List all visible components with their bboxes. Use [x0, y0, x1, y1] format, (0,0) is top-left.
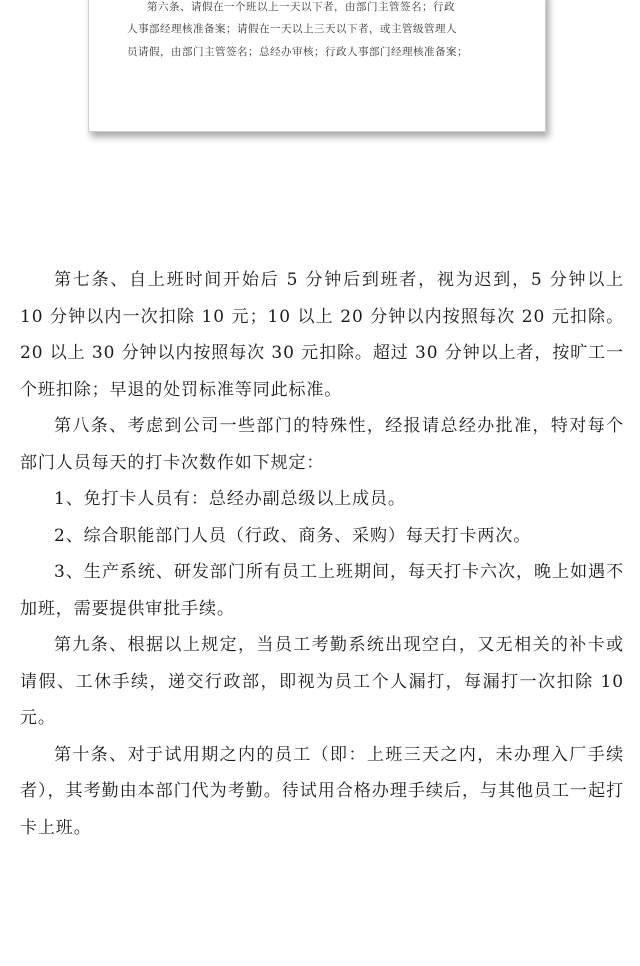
article-8-paragraph: 第八条、考虑到公司一些部门的特殊性，经报请总经办批准，特对每个部门人员每天的打卡次数作如下规定：: [20, 416, 624, 473]
document-body: [20, 262, 624, 846]
rule-item-3: 3、生产系统、研发部门所有员工上班期间，每天打卡六次，晚上如遇不加班，需要提供审批手续。: [20, 562, 624, 619]
embedded-line: 员请假，由部门主管签名；总经办审核；行政人事部门经理核准备案；: [127, 46, 468, 58]
article-9-paragraph: 第九条、根据以上规定，当员工考勤系统出现空白，又无相关的补卡或请假、工休手续，递交行政部，即视为员工个人漏打，每漏打一次扣除 10 元。: [20, 635, 624, 728]
embedded-line: 人事部经理核准备案；请假在一天以上三天以下者，或主管级管理人: [127, 23, 457, 35]
embedded-line: 第六条、请假在一个班以上一天以下者，由部门主管签名；行政: [147, 1, 455, 13]
article-10-paragraph: 第十条、对于试用期之内的员工（即：上班三天之内，未办理入厂手续者），其考勤由本部门代为考勤。待试用合格办理手续后，与其他员工一起打卡上班。: [20, 744, 624, 838]
rule-item-1: 1、免打卡人员有：总经办副总级以上成员。: [54, 489, 406, 509]
embedded-document-page: [88, 0, 546, 132]
rule-item-2: 2、综合职能部门人员（行政、商务、采购）每天打卡两次。: [54, 525, 532, 546]
article-7-paragraph: 第七条、自上班时间开始后 5 分钟后到班者，视为迟到，5 分钟以上 10 分钟以内一次扣除 10 元；10 以上 20 分钟以内按照每次 20 元扣除。20 以上 30 分钟以内按照每次 30 元扣除。超过 30 分钟以上者，按旷工一个班扣除；早退的处罚标准等同此标准。: [20, 270, 624, 400]
